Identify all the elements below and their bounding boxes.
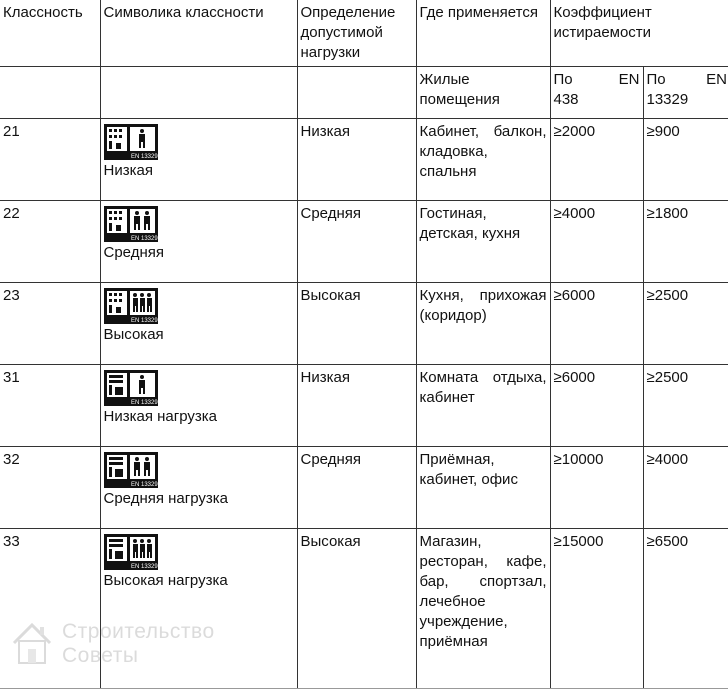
header-class: Классность bbox=[0, 0, 100, 67]
subheader-en13329 bbox=[643, 67, 728, 119]
en438-number: 438 bbox=[553, 91, 579, 108]
residential-2-persons-icon bbox=[104, 206, 158, 242]
svg-text:EN 13329: EN 13329 bbox=[130, 236, 158, 242]
symbol-cell bbox=[100, 119, 297, 201]
table-row bbox=[0, 201, 728, 283]
en13329-cell: ≥2500 bbox=[643, 365, 728, 447]
class-cell: 32 bbox=[0, 447, 100, 529]
en438-po: По bbox=[553, 71, 573, 88]
en13329-cell: ≥2500 bbox=[643, 283, 728, 365]
where-cell: Приёмная, кабинет, офис bbox=[416, 447, 550, 529]
load-cell: Низкая bbox=[297, 119, 416, 201]
header-abrasion: Коэффициент истираемости bbox=[550, 0, 728, 67]
subheader-empty-2 bbox=[100, 67, 297, 119]
where-cell: Магазин, ресторан, кафе, бар, спортзал, лечебное учреждение, приёмная bbox=[416, 529, 550, 689]
table-row bbox=[0, 365, 728, 447]
en438-cell: ≥2000 bbox=[550, 119, 643, 201]
symbol-label: Низкая нагрузка bbox=[103, 408, 217, 425]
header-where: Где применяется bbox=[416, 0, 550, 67]
watermark bbox=[10, 620, 215, 668]
en13329-po: По bbox=[646, 71, 666, 88]
subheader-row bbox=[0, 67, 728, 119]
en438-cell: ≥15000 bbox=[550, 529, 643, 689]
class-cell: 22 bbox=[0, 201, 100, 283]
symbol-label: Высокая нагрузка bbox=[103, 572, 228, 589]
where-cell: Кухня, прихожая (коридор) bbox=[416, 283, 550, 365]
en438-cell: ≥6000 bbox=[550, 365, 643, 447]
symbol-label: Низкая bbox=[103, 162, 153, 179]
commercial-2-persons-icon bbox=[104, 452, 158, 488]
svg-text:EN 13329: EN 13329 bbox=[130, 318, 158, 324]
commercial-1-person-icon bbox=[104, 370, 158, 406]
load-cell: Средняя bbox=[297, 447, 416, 529]
header-symbol: Символика классности bbox=[100, 0, 297, 67]
symbol-cell bbox=[100, 365, 297, 447]
residential-3-persons-icon bbox=[104, 288, 158, 324]
residential-1-person-icon bbox=[104, 124, 158, 160]
en13329-cell: ≥6500 bbox=[643, 529, 728, 689]
en13329-number: 13329 bbox=[646, 91, 689, 108]
table-row bbox=[0, 447, 728, 529]
where-cell: Гостиная, детская, кухня bbox=[416, 201, 550, 283]
symbol-cell bbox=[100, 447, 297, 529]
svg-text:EN 13329: EN 13329 bbox=[130, 564, 158, 570]
class-cell: 31 bbox=[0, 365, 100, 447]
house-logo-icon bbox=[10, 621, 54, 667]
header-load: Определение допустимой нагрузки bbox=[297, 0, 416, 67]
svg-text:EN 13329: EN 13329 bbox=[130, 154, 158, 160]
class-cell: 23 bbox=[0, 283, 100, 365]
class-cell: 21 bbox=[0, 119, 100, 201]
watermark-line2: Советы bbox=[62, 644, 139, 667]
subheader-empty-3 bbox=[297, 67, 416, 119]
symbol-label: Средняя нагрузка bbox=[103, 490, 229, 507]
svg-text:EN 13329: EN 13329 bbox=[130, 482, 158, 488]
table-row bbox=[0, 283, 728, 365]
en13329-cell: ≥900 bbox=[643, 119, 728, 201]
subheader-residential: Жилые помещения bbox=[416, 67, 550, 119]
table-row bbox=[0, 119, 728, 201]
symbol-label: Средняя bbox=[103, 244, 164, 261]
load-cell: Высокая bbox=[297, 529, 416, 689]
en438-en: EN bbox=[618, 71, 640, 88]
subheader-en438 bbox=[550, 67, 643, 119]
svg-text:EN 13329: EN 13329 bbox=[130, 400, 158, 406]
commercial-3-persons-icon bbox=[104, 534, 158, 570]
load-cell: Средняя bbox=[297, 201, 416, 283]
en438-cell: ≥10000 bbox=[550, 447, 643, 529]
watermark-line1: Строительство bbox=[62, 620, 215, 643]
where-cell: Кабинет, балкон, кладовка, спальня bbox=[416, 119, 550, 201]
en438-cell: ≥6000 bbox=[550, 283, 643, 365]
class-cell: 33 bbox=[0, 529, 100, 689]
en438-cell: ≥4000 bbox=[550, 201, 643, 283]
load-cell: Высокая bbox=[297, 283, 416, 365]
subheader-empty-1 bbox=[0, 67, 100, 119]
where-cell: Комната отдыха, кабинет bbox=[416, 365, 550, 447]
symbol-cell bbox=[100, 283, 297, 365]
symbol-cell bbox=[100, 201, 297, 283]
header-row bbox=[0, 0, 728, 67]
load-cell: Низкая bbox=[297, 365, 416, 447]
en13329-cell: ≥1800 bbox=[643, 201, 728, 283]
en13329-en: EN bbox=[706, 71, 727, 88]
symbol-label: Высокая bbox=[103, 326, 164, 343]
en13329-cell: ≥4000 bbox=[643, 447, 728, 529]
